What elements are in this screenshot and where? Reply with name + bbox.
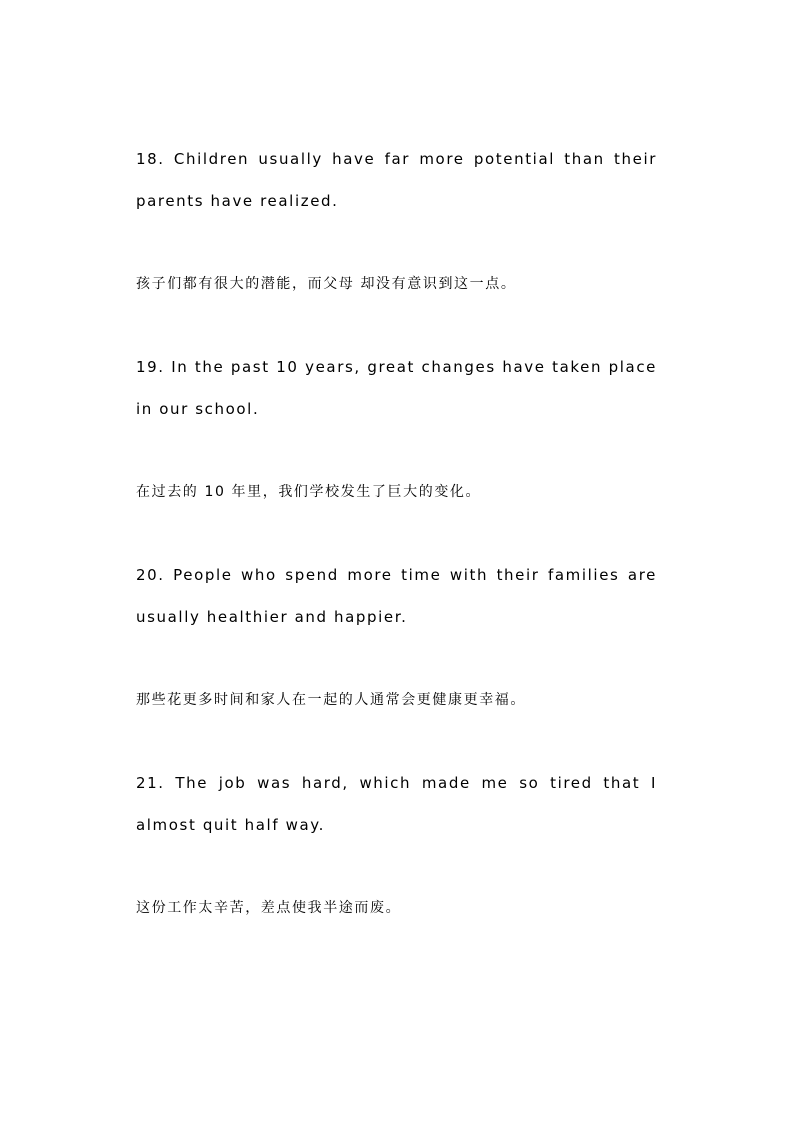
chinese-translation: 在过去的 10 年里，我们学校发生了巨大的变化。: [136, 484, 482, 500]
chinese-translation: 这份工作太辛苦，差点使我半途而废。: [136, 900, 402, 916]
sentence-item-21: [136, 762, 657, 929]
sentence-list: [136, 138, 657, 970]
sentence-item-18: [136, 138, 657, 305]
english-sentence: 20. People who spend more time with their families are usually healthier and happier.: [136, 566, 657, 626]
english-sentence: 18. Children usually have far more potential than their parents have realized.: [136, 150, 657, 210]
english-sentence: 19. In the past 10 years, great changes have taken place in our school.: [136, 358, 657, 418]
chinese-translation: 孩子们都有很大的潜能，而父母 却没有意识到这一点。: [136, 276, 517, 292]
sentence-item-20: [136, 554, 657, 721]
chinese-translation: 那些花更多时间和家人在一起的人通常会更健康更幸福。: [136, 692, 526, 708]
sentence-item-19: [136, 346, 657, 513]
english-sentence: 21. The job was hard, which made me so tired that I almost quit half way.: [136, 774, 657, 834]
